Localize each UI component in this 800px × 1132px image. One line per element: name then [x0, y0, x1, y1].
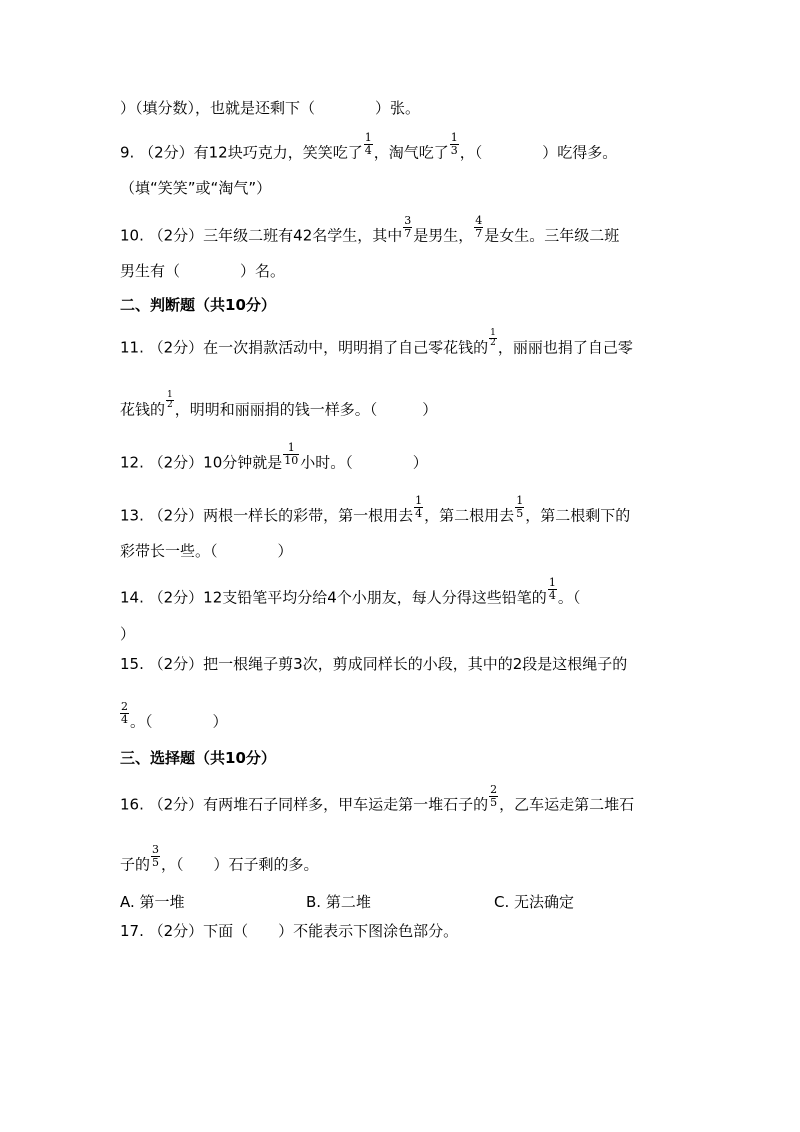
question-16 [120, 783, 635, 817]
q12-frac1-denominator: 10 [284, 453, 299, 467]
q9-fraction-2 [450, 132, 459, 156]
q16-option-b[interactable] [306, 895, 371, 910]
q10-frac1-denominator: 7 [404, 226, 412, 240]
q13-text-c: ，第二根剩下的 [525, 506, 631, 525]
q16-fraction-1 [489, 784, 498, 808]
q11-frac1-numerator: 1 [490, 328, 496, 338]
q10-text-c: 是女生。三年级二班 [484, 226, 620, 245]
q8-tail-text: ）（填分数），也就是还剩下（ ）张。 [120, 99, 421, 117]
q16-frac1-denominator: 5 [490, 795, 498, 809]
q10-frac2-denominator: 7 [475, 226, 483, 240]
q13-frac1-numerator: 1 [415, 494, 423, 507]
q16b-text-a: 子的 [120, 855, 151, 874]
q11-text-a: 11. （2分）在一次捐款活动中，明明捐了自己零花钱的 [120, 338, 489, 357]
q11-text-b: ，丽丽也捐了自己零 [497, 338, 633, 357]
q10-continuation-line [120, 264, 285, 279]
q17-text: 17. （2分）下面（ ）不能表示下图涂色部分。 [120, 922, 459, 940]
q10-text-b: 是男生， [413, 226, 474, 245]
q9-text-c: ，（ ）吃得多。 [459, 143, 618, 162]
q16b-text-b: ，（ ）石子剩的多。 [161, 855, 319, 874]
q10-fraction-1 [403, 215, 412, 239]
q9-hint-text: （填“笑笑”或“淘气”） [120, 179, 272, 197]
q13-frac2-numerator: 1 [516, 494, 524, 507]
q13-frac1-denominator: 4 [415, 506, 423, 520]
q16-option-a-label: A. 第一堆 [120, 893, 185, 911]
q13-fraction-2 [515, 495, 524, 519]
q10-text-a: 10. （2分）三年级二班有42名学生，其中 [120, 226, 403, 245]
q10-frac2-numerator: 4 [475, 214, 483, 227]
q11b-text-b: ，明明和丽丽捐的钱一样多。（ ） [174, 400, 438, 419]
question-14 [120, 576, 581, 610]
section-3-title: 三、选择题（共10分） [120, 749, 276, 767]
q14-frac1-denominator: 4 [548, 588, 556, 602]
q9-text-b: ，淘气吃了 [373, 143, 449, 162]
q16-frac1-numerator: 2 [490, 783, 498, 796]
q10-fraction-2 [474, 215, 483, 239]
q15-tail-text: 。（ ） [130, 712, 228, 731]
q9-text-a: 9. （2分）有12块巧克力，笑笑吃了 [120, 143, 363, 162]
q14-frac1-numerator: 1 [548, 576, 556, 589]
q10-tail-text: 男生有（ ）名。 [120, 262, 286, 280]
q14-text-b: 。（ [557, 588, 581, 607]
q11b-frac1-denominator: 2 [167, 400, 173, 411]
q15-text: 15. （2分）把一根绳子剪3次，剪成同样长的小段，其中的2段是这根绳子的 [120, 655, 628, 673]
q9-fraction-1 [364, 132, 373, 156]
q14-tail-text: ） [120, 625, 136, 643]
q9-hint-line [120, 181, 271, 196]
q11b-fraction-1 [166, 391, 174, 411]
q8-continuation-line [120, 101, 420, 116]
question-17 [120, 924, 458, 939]
q16-option-a[interactable] [120, 895, 185, 910]
q14-fraction-1 [548, 577, 557, 601]
q12-frac1-numerator: 1 [287, 441, 295, 454]
q13-text-b: ，第二根用去 [424, 506, 515, 525]
q10-frac1-numerator: 3 [404, 214, 412, 227]
question-13 [120, 494, 631, 528]
q12-text-b: 小时。（ ） [300, 453, 428, 472]
q11-fraction-1 [489, 329, 497, 349]
q16b-frac1-denominator: 5 [152, 855, 160, 869]
question-10 [120, 214, 620, 248]
question-12 [120, 441, 428, 475]
question-15 [120, 657, 627, 672]
q13-frac2-denominator: 5 [516, 506, 524, 520]
q12-text-a: 12. （2分）10分钟就是 [120, 453, 283, 472]
section-heading-choice [120, 751, 276, 766]
q11b-text-a: 花钱的 [120, 400, 166, 419]
q13-continuation-line [120, 544, 293, 559]
q9-frac1-denominator: 4 [364, 143, 372, 157]
question-9 [120, 131, 618, 165]
question-11 [120, 328, 633, 358]
q15-frac1-numerator: 2 [121, 700, 128, 713]
q13-tail-text: 彩带长一些。（ ） [120, 542, 293, 560]
q16-option-c[interactable] [494, 895, 574, 910]
q9-frac2-numerator: 1 [450, 131, 458, 144]
q16-text-a: 16. （2分）有两堆石子同样多，甲车运走第一堆石子的 [120, 795, 489, 814]
section-heading-judgement [120, 298, 276, 313]
q11-continuation-line [120, 390, 438, 420]
q16-option-c-label: C. 无法确定 [494, 893, 575, 911]
q16-option-b-label: B. 第二堆 [306, 893, 371, 911]
section-2-title: 二、判断题（共10分） [120, 296, 276, 314]
q11b-frac1-numerator: 1 [167, 390, 173, 400]
q13-text-a: 13. （2分）两根一样长的彩带，第一根用去 [120, 506, 414, 525]
q16b-frac1-numerator: 3 [152, 843, 160, 856]
q16-continuation-line [120, 843, 319, 877]
q15-fraction-1 [120, 701, 129, 725]
q15-continuation-line [120, 700, 228, 734]
q14-continuation-line [120, 627, 135, 642]
q9-frac2-denominator: 3 [450, 143, 458, 157]
q9-frac1-numerator: 1 [364, 131, 372, 144]
q12-fraction-1 [283, 442, 299, 466]
q13-fraction-1 [414, 495, 423, 519]
q11-frac1-denominator: 2 [490, 338, 496, 349]
q15-frac1-denominator: 4 [121, 712, 128, 726]
q16b-fraction-1 [151, 844, 160, 868]
q14-text-a: 14. （2分）12支铅笔平均分给4个小朋友，每人分得这些铅笔的 [120, 588, 547, 607]
q16-text-b: ，乙车运走第二堆石 [499, 795, 635, 814]
